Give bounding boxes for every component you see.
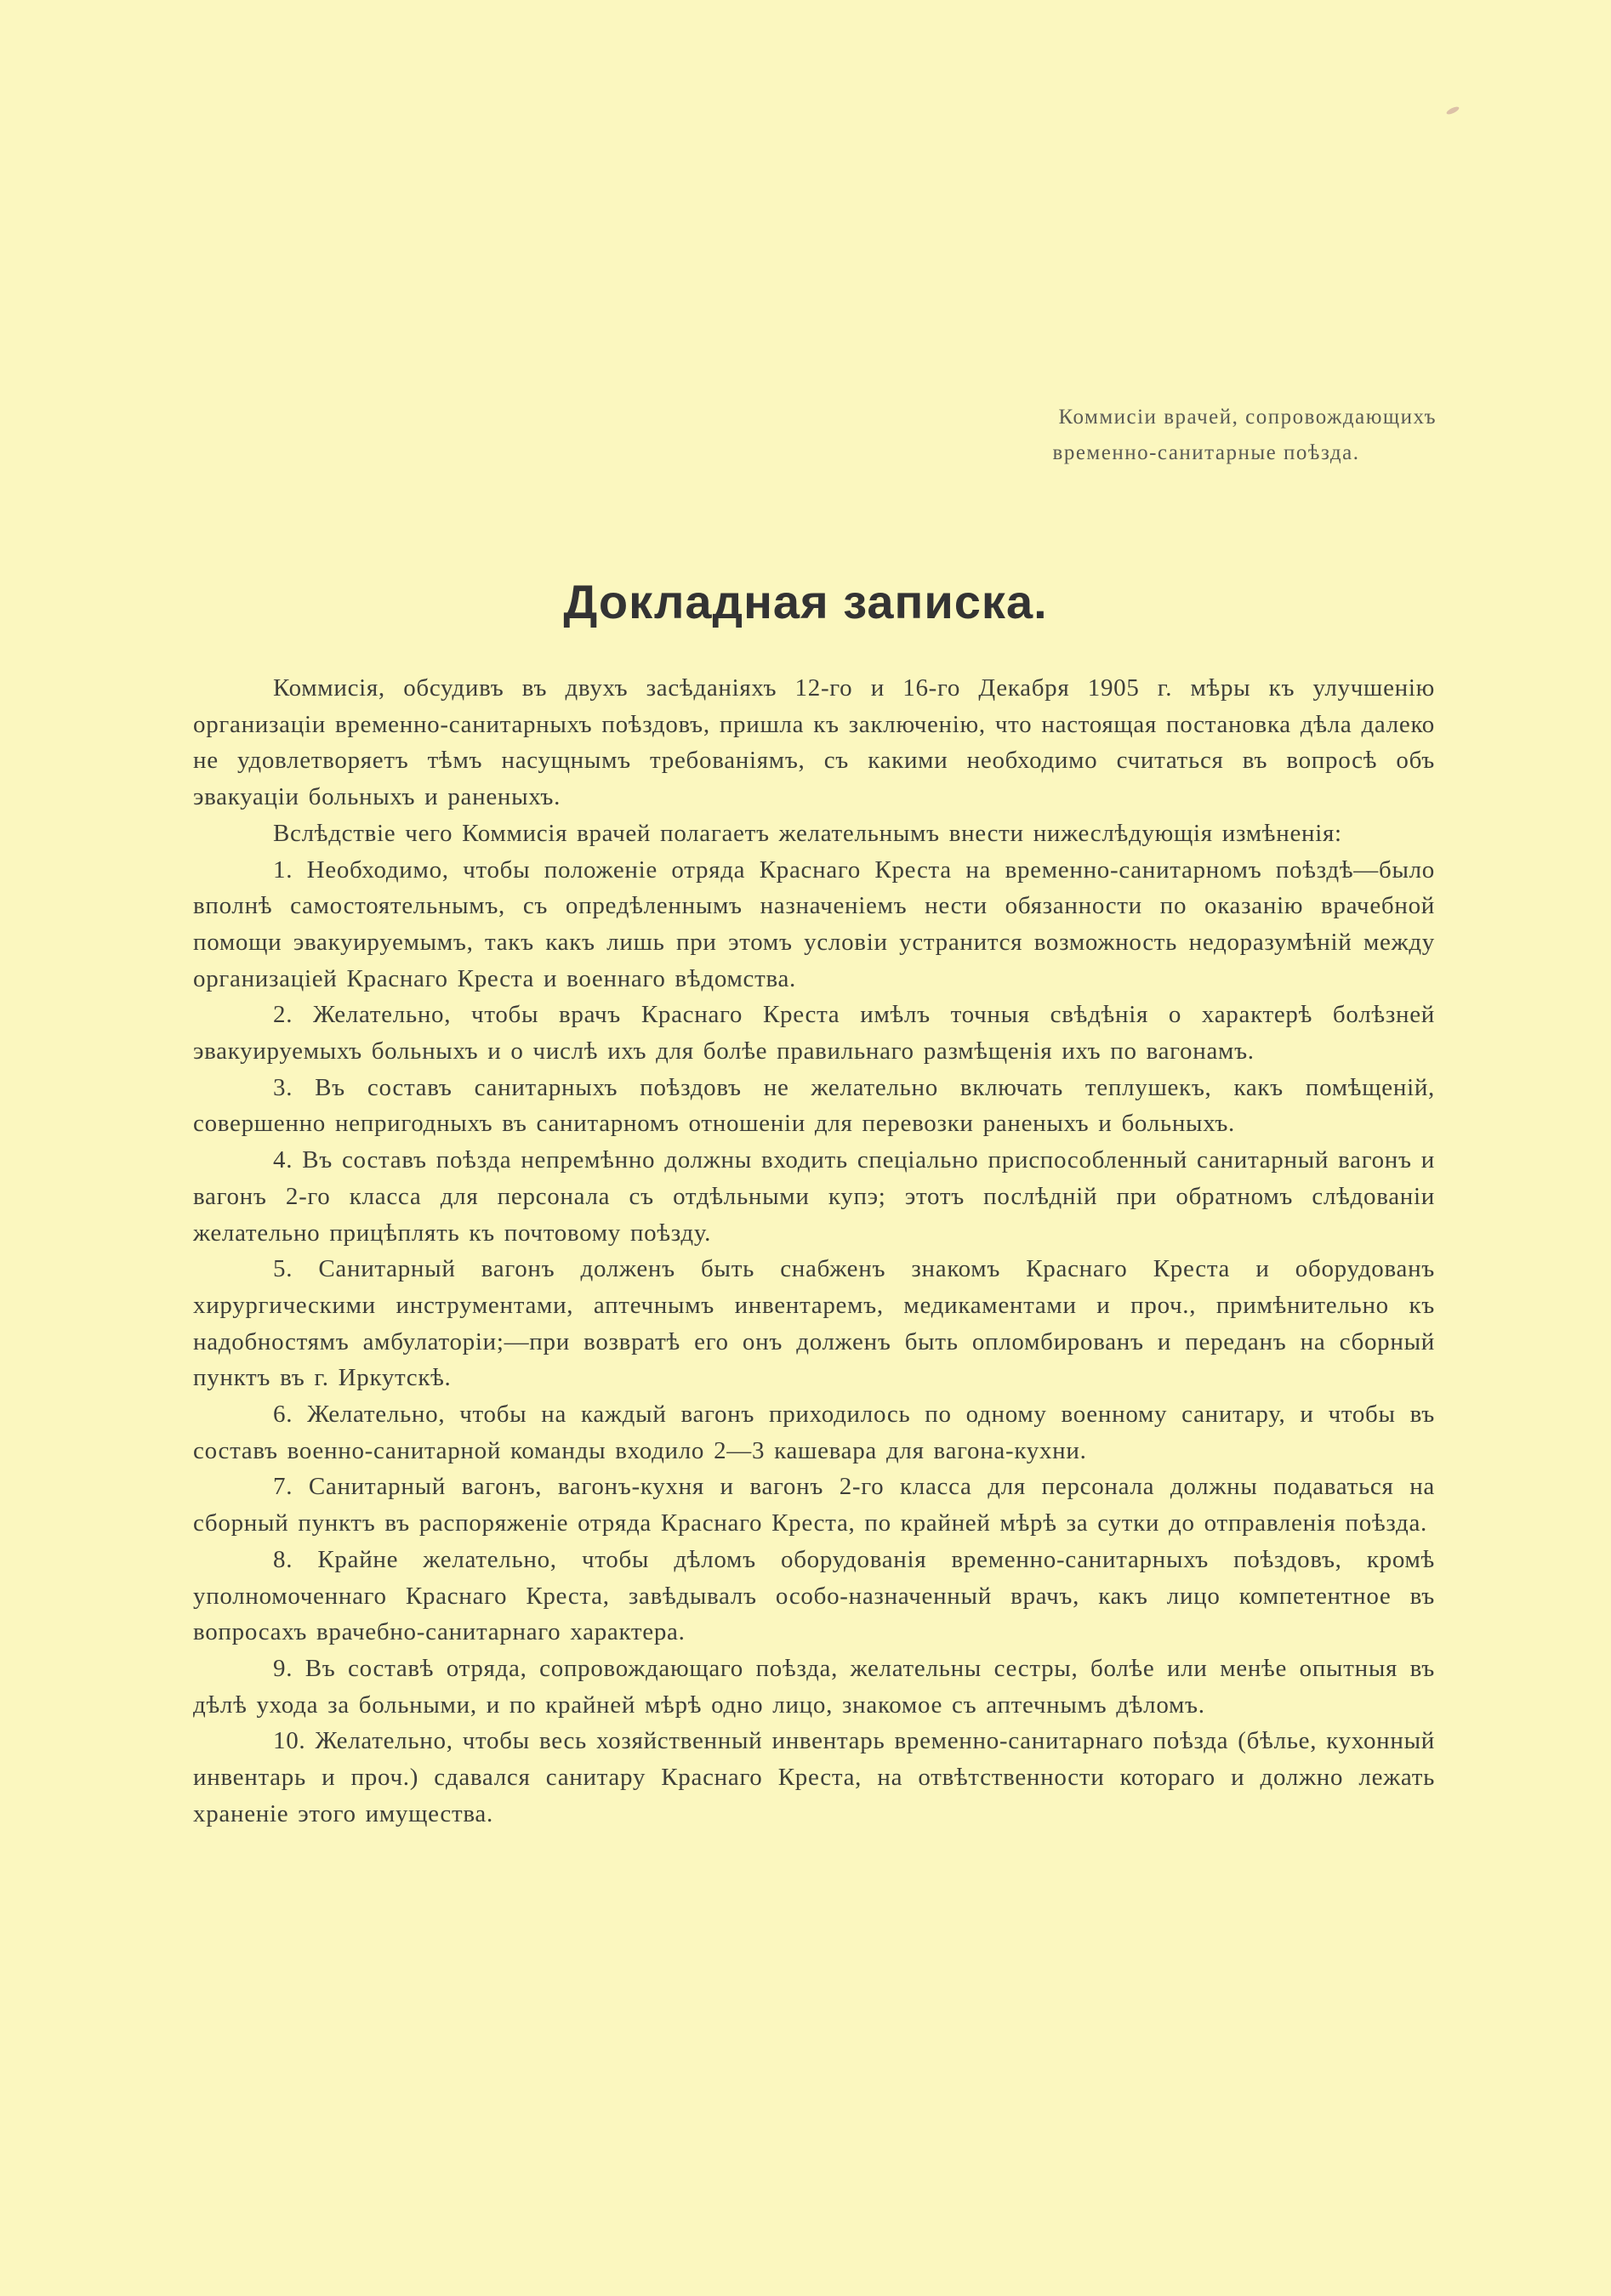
document-body <box>193 670 1435 1833</box>
paragraph-item-8: 8. Крайне желательно, чтобы дѣломъ оборудованія временно-санитарныхъ поѣздовъ, кромѣ уполномоченнаго Краснаго Креста, завѣдывалъ особо-назначенный врачъ, какъ лицо компетентное въ вопросахъ врачебно-санитарнаго характера. <box>193 1545 1435 1646</box>
paragraph-item-9: 9. Въ составѣ отряда, сопровождающаго поѣзда, желательны сестры, болѣе или менѣе опытныя въ дѣлѣ ухода за больными, и по крайней мѣрѣ одно лицо, знакомое съ аптечнымъ дѣломъ. <box>193 1654 1435 1719</box>
paragraph-item-6: 6. Желательно, чтобы на каждый вагонъ приходилось по одному военному санитару, и чтобы въ составъ военно-санитарной команды входило 2—3 кашевара для вагона-кухни. <box>193 1401 1435 1464</box>
paragraph-item-7: 7. Санитарный вагонъ, вагонъ-кухня и вагонъ 2-го класса для персонала должны подаваться на сборный пунктъ въ распоряженіе отряда Краснаго Креста, по крайней мѣрѣ за сутки до отправленія поѣзда. <box>193 1473 1435 1537</box>
paragraph-item-10: 10. Желательно, чтобы весь хозяйственный инвентарь временно-санитарнаго поѣзда (бѣлье, кухонный инвентарь и проч.) сдавался санитару Краснаго Креста, на отвѣтственности котораго и должно лежать храненіе этого имущества. <box>193 1727 1435 1827</box>
paragraph-intro: Коммисія, обсудивъ въ двухъ засѣданіяхъ 12-го и 16-го Декабря 1905 г. мѣры къ улучшенію организаціи временно-санитарныхъ поѣздовъ, пришла къ заключенію, что настоящая постановка дѣла далеко не удовлетворяетъ тѣмъ насущнымъ требованіямъ, съ какими необходимо считаться въ вопросѣ объ эвакуаціи больныхъ и раненыхъ. <box>193 674 1435 811</box>
paragraph-item-1: 1. Необходимо, чтобы положеніе отряда Краснаго Креста на временно-санитарномъ поѣздѣ—было вполнѣ самостоятельнымъ, съ опредѣленнымъ назначеніемъ нести обязанности по оказанію врачебной помощи эвакуируемымъ, такъ какъ лишь при этомъ условіи устранится возможность недоразумѣній между организаціей Краснаго Креста и военнаго вѣдомства. <box>193 855 1435 992</box>
addressee-line-2: временно-санитарные поѣзда. <box>1052 441 1360 464</box>
paragraph-item-5: 5. Санитарный вагонъ долженъ быть снабженъ знакомъ Краснаго Креста и оборудованъ хирургическими инструментами, аптечнымъ инвентаремъ, медикаментами и проч., примѣнительно къ надобностямъ амбулаторіи;—при возвратѣ его онъ долженъ быть опломбированъ и переданъ на сборный пунктъ въ г. Иркутскѣ. <box>193 1255 1435 1392</box>
paragraph-item-3: 3. Въ составъ санитарныхъ поѣздовъ не желательно включать теплушекъ, какъ помѣщеній, совершенно непригодныхъ въ санитарномъ отношеніи для перевозки раненыхъ и больныхъ. <box>193 1073 1435 1138</box>
document-title: Докладная записка. <box>563 575 1048 628</box>
paper-speck <box>1445 105 1460 116</box>
addressee-header <box>960 400 1437 471</box>
paragraph-item-4: 4. Въ составъ поѣзда непремѣнно должны входить спеціально приспособленный санитарный вагонъ и вагонъ 2-го класса для персонала съ отдѣльными купэ; этотъ послѣдній при обратномъ слѣдованіи желательно прицѣплять къ почтовому поѣзду. <box>193 1146 1435 1247</box>
paragraph-item-2: 2. Желательно, чтобы врачъ Краснаго Креста имѣлъ точныя свѣдѣнія о характерѣ болѣзней эвакуируемыхъ больныхъ и о числѣ ихъ для болѣе правильнаго размѣщенія ихъ по вагонамъ. <box>193 1001 1435 1066</box>
addressee-line-1: Коммисіи врачей, сопровождающихъ <box>1058 406 1437 429</box>
paragraph-proposal: Вслѣдствіе чего Коммисія врачей полагаетъ желательнымъ внести нижеслѣдующія измѣненія: <box>273 819 1342 847</box>
